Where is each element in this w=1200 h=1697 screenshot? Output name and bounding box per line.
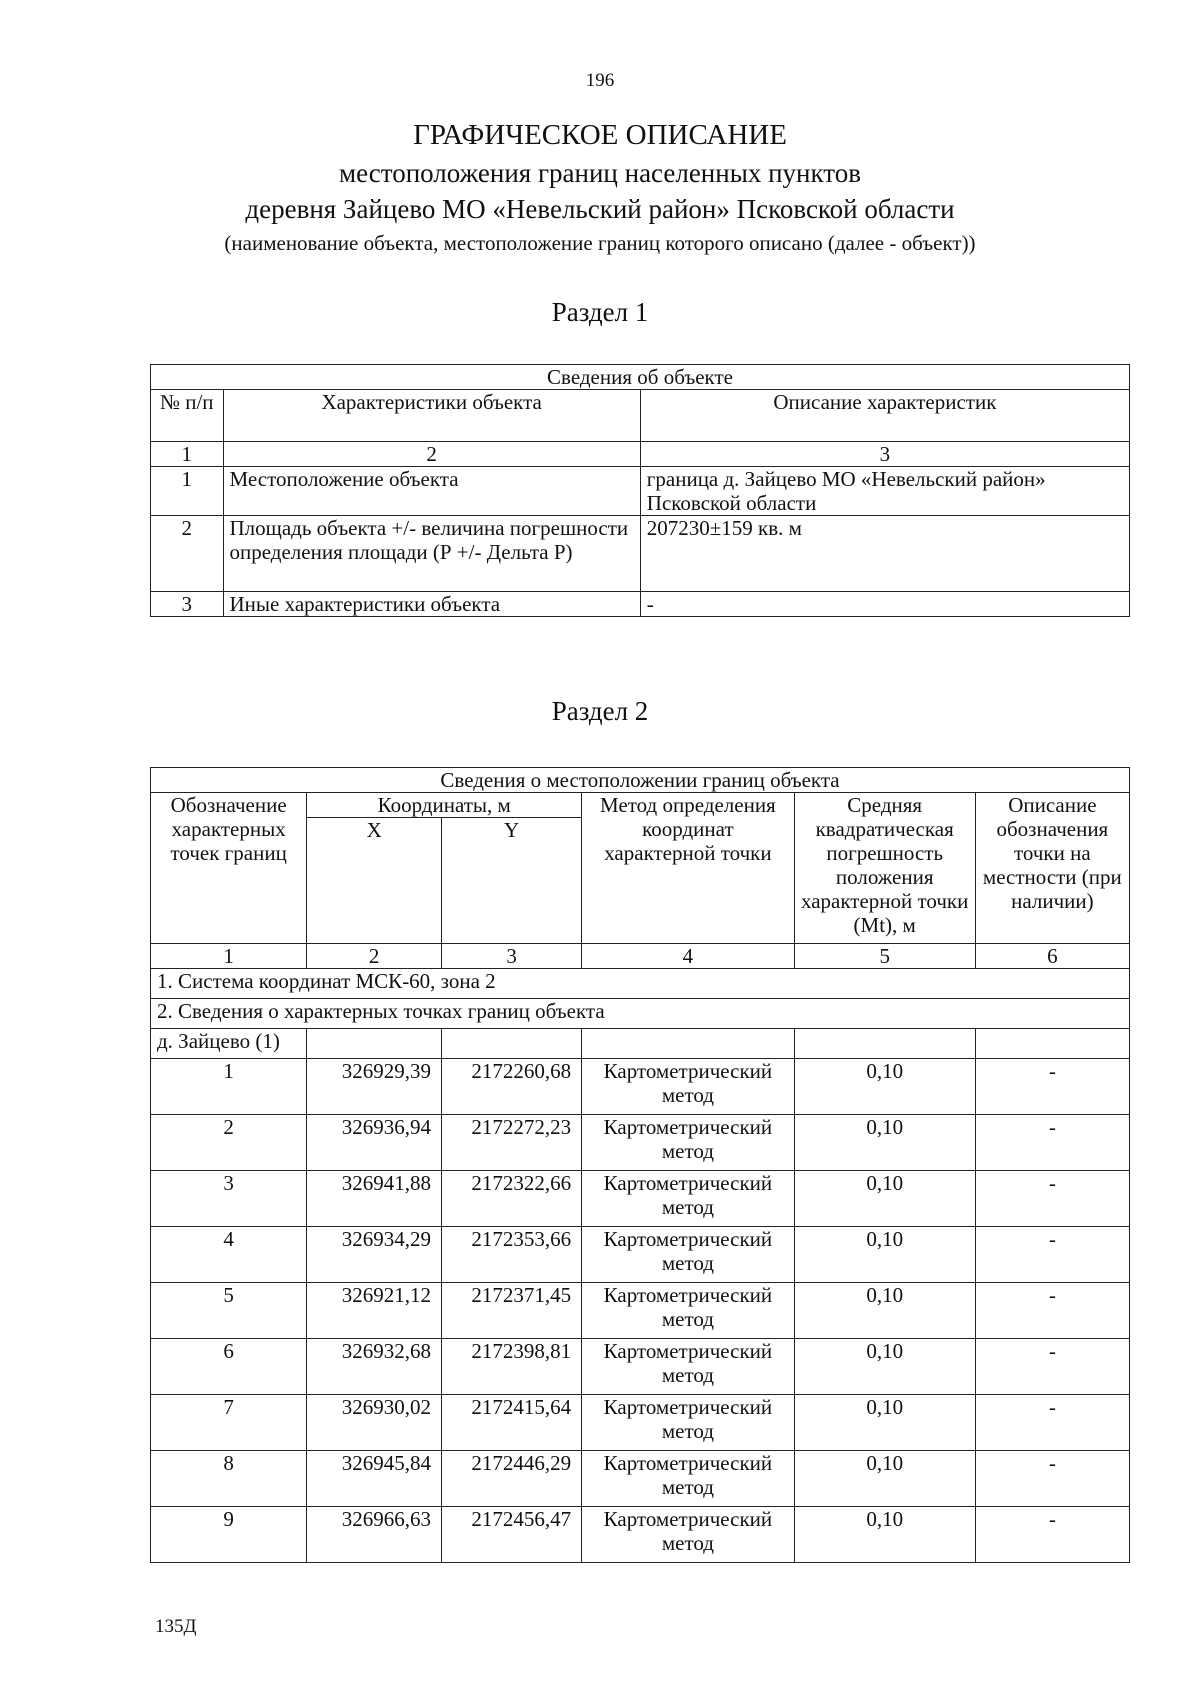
col-number: 1 [151,944,307,969]
row-number: 2 [151,516,224,592]
col-number: 3 [442,944,582,969]
coord-x: 326936,94 [307,1115,442,1171]
mt-error: 0,10 [794,1395,975,1451]
method: Картометрический метод [582,1339,795,1395]
coord-y: 2172353,66 [442,1227,582,1283]
boundary-points-table [150,767,1130,1563]
col-number: 4 [582,944,795,969]
coord-y: 2172272,23 [442,1115,582,1171]
table-row [151,516,1130,592]
table-row [151,1507,1130,1563]
mt-error: 0,10 [794,1171,975,1227]
header-x: X [307,818,442,944]
points-info-line: 2. Сведения о характерных точках границ объекта [151,999,1130,1029]
coord-x: 326929,39 [307,1059,442,1115]
location-description: - [975,1507,1129,1563]
row-description: - [640,592,1129,617]
point-id: 2 [151,1115,307,1171]
header-points: Обозначение характерных точек границ [151,793,307,944]
col-number: 2 [223,442,640,467]
location-description: - [975,1339,1129,1395]
coord-y: 2172456,47 [442,1507,582,1563]
header-characteristic: Характеристики объекта [223,390,640,442]
table-row [151,1171,1130,1227]
mt-error: 0,10 [794,1283,975,1339]
col-number: 5 [794,944,975,969]
table-row [151,1227,1130,1283]
coordinate-system-line: 1. Система координат МСК-60, зона 2 [151,969,1130,999]
row-description: граница д. Зайцево МО «Невельский район» Псковской области [640,467,1129,516]
coord-x: 326934,29 [307,1227,442,1283]
mt-error: 0,10 [794,1115,975,1171]
header-y: Y [442,818,582,944]
point-id: 6 [151,1339,307,1395]
table-row [151,1395,1130,1451]
section2-heading: Раздел 2 [551,696,649,726]
coord-y: 2172322,66 [442,1171,582,1227]
header-number: № п/п [151,390,224,442]
row-characteristic: Местоположение объекта [223,467,640,516]
table-row [151,1115,1130,1171]
method: Картометрический метод [582,1171,795,1227]
document-subtitle-line1: местоположения границ населенных пунктов [339,158,861,188]
row-characteristic: Иные характеристики объекта [223,592,640,617]
coord-y: 2172260,68 [442,1059,582,1115]
point-id: 1 [151,1059,307,1115]
location-description: - [975,1115,1129,1171]
row-number: 3 [151,592,224,617]
point-id: 4 [151,1227,307,1283]
page-number: 196 [585,70,615,91]
document-title: ГРАФИЧЕСКОЕ ОПИСАНИЕ [413,119,787,151]
coord-x: 326941,88 [307,1171,442,1227]
footer-code: 135Д [155,1616,197,1637]
mt-error: 0,10 [794,1507,975,1563]
col-number: 1 [151,442,224,467]
header-coords: Координаты, м [307,793,582,818]
coord-x: 326921,12 [307,1283,442,1339]
table-row [151,592,1130,617]
location-description: - [975,1227,1129,1283]
object-info-table-title: Сведения об объекте [151,365,1130,390]
method: Картометрический метод [582,1283,795,1339]
coord-x: 326930,02 [307,1395,442,1451]
point-id: 9 [151,1507,307,1563]
coord-x: 326932,68 [307,1339,442,1395]
coord-x: 326966,63 [307,1507,442,1563]
col-number: 2 [307,944,442,969]
mt-error: 0,10 [794,1451,975,1507]
coord-y: 2172446,29 [442,1451,582,1507]
point-id: 7 [151,1395,307,1451]
header-method: Метод определения координат характерной точки [582,793,795,944]
method: Картометрический метод [582,1227,795,1283]
method: Картометрический метод [582,1059,795,1115]
row-characteristic: Площадь объекта +/- величина погрешности определения площади (Р +/- Дельта Р) [223,516,640,592]
group-label: д. Зайцево (1) [151,1029,307,1059]
document-subtitle-line2: деревня Зайцево МО «Невельский район» Псковской области [245,194,955,224]
col-number: 3 [640,442,1129,467]
location-description: - [975,1171,1129,1227]
header-description: Описание характеристик [640,390,1129,442]
table-row [151,1339,1130,1395]
row-description: 207230±159 кв. м [640,516,1129,592]
object-caption: (наименование объекта, местоположение границ которого описано (далее - объект)) [224,231,976,255]
row-number: 1 [151,467,224,516]
method: Картометрический метод [582,1507,795,1563]
table-row [151,1283,1130,1339]
col-number: 6 [975,944,1129,969]
mt-error: 0,10 [794,1227,975,1283]
table-row [151,1451,1130,1507]
coord-y: 2172371,45 [442,1283,582,1339]
location-description: - [975,1395,1129,1451]
table-row [151,467,1130,516]
location-description: - [975,1451,1129,1507]
location-description: - [975,1059,1129,1115]
section1-heading: Раздел 1 [551,297,649,327]
table-row [151,1059,1130,1115]
header-error: Средняя квадратическая погрешность положения характерной точки (Mt), м [794,793,975,944]
point-id: 3 [151,1171,307,1227]
coord-y: 2172415,64 [442,1395,582,1451]
object-info-table [150,364,1130,617]
boundary-table-title: Сведения о местоположении границ объекта [151,768,1130,793]
point-id: 5 [151,1283,307,1339]
header-location-description: Описание обозначения точки на местности (при наличии) [975,793,1129,944]
method: Картометрический метод [582,1451,795,1507]
point-id: 8 [151,1451,307,1507]
mt-error: 0,10 [794,1339,975,1395]
mt-error: 0,10 [794,1059,975,1115]
coord-y: 2172398,81 [442,1339,582,1395]
method: Картометрический метод [582,1115,795,1171]
coord-x: 326945,84 [307,1451,442,1507]
method: Картометрический метод [582,1395,795,1451]
location-description: - [975,1283,1129,1339]
